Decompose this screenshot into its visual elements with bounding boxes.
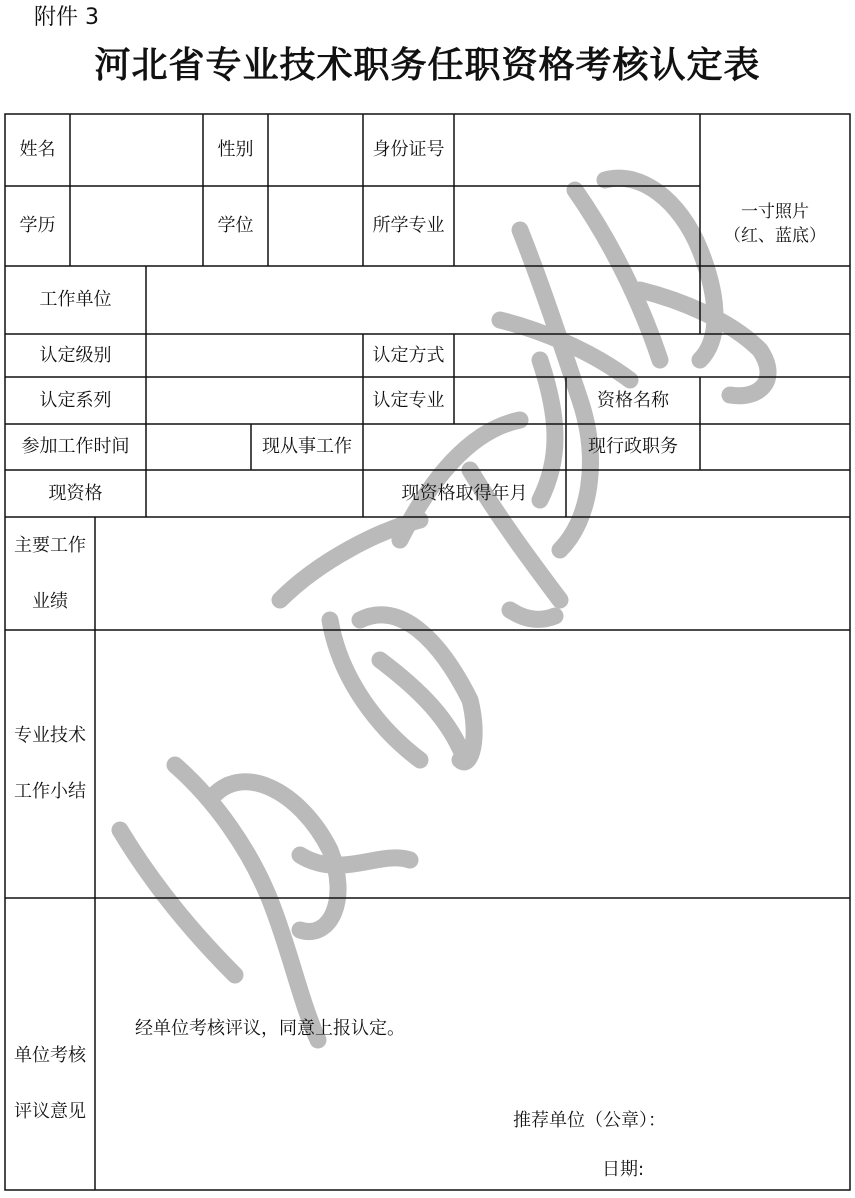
- recommending-unit-seal: 推荐单位（公章）：: [513, 1110, 666, 1131]
- current-qualification-field[interactable]: [146, 470, 363, 517]
- cert-series-field[interactable]: [146, 377, 363, 424]
- id-number-field[interactable]: [454, 114, 700, 186]
- summary-label-line2: 工作小结: [14, 781, 86, 802]
- education-field[interactable]: [70, 186, 203, 266]
- label-major-studied: 所学专业: [372, 215, 445, 236]
- cert-method-field[interactable]: [454, 334, 850, 377]
- label-achievements: [5, 517, 95, 630]
- current-work-field[interactable]: [363, 424, 566, 470]
- employer-field[interactable]: [146, 266, 700, 334]
- label-name: 姓名: [19, 139, 56, 160]
- current-admin-post-field[interactable]: [700, 424, 850, 470]
- attachment-label: 附件 3: [34, 5, 99, 30]
- evaluation-label-line1: 单位考核: [14, 1045, 86, 1066]
- label-education: 学历: [19, 215, 56, 236]
- label-evaluation: [5, 898, 95, 1190]
- current-qual-year-field[interactable]: [566, 470, 850, 517]
- name-field[interactable]: [70, 114, 203, 186]
- label-current-qualification: 现资格: [48, 482, 103, 504]
- label-cert-specialty: 认定专业: [372, 389, 445, 411]
- achievements-field[interactable]: [95, 517, 850, 630]
- photo-label-line2: （红、蓝底）: [724, 226, 826, 246]
- cert-specialty-field[interactable]: [454, 377, 566, 424]
- label-degree: 学位: [217, 215, 254, 236]
- photo-placeholder[interactable]: [700, 114, 850, 334]
- label-gender: 性别: [217, 139, 254, 160]
- summary-label-line1: 专业技术: [14, 725, 86, 746]
- label-current-work: 现从事工作: [262, 436, 352, 457]
- qualification-name-field[interactable]: [700, 377, 850, 424]
- label-cert-series: 认定系列: [39, 389, 112, 411]
- photo-label-line1: 一寸照片: [741, 202, 809, 222]
- degree-field[interactable]: [268, 186, 363, 266]
- label-work-start-time: 参加工作时间: [21, 436, 130, 457]
- label-current-qual-year: 现资格取得年月: [401, 482, 528, 504]
- achievements-label-line1: 主要工作: [14, 534, 86, 556]
- evaluation-statement: 经单位考核评议，同意上报认定。: [135, 1018, 405, 1039]
- achievements-label-line2: 业绩: [32, 590, 68, 612]
- form-title: 河北省专业技术职务任职资格考核认定表: [94, 44, 761, 86]
- label-employer: 工作单位: [39, 289, 112, 310]
- major-studied-field[interactable]: [454, 186, 700, 266]
- gender-field[interactable]: [268, 114, 363, 186]
- label-qualification-name: 资格名称: [597, 389, 669, 411]
- label-cert-level: 认定级别: [39, 344, 112, 366]
- evaluation-label-line2: 评议意见: [14, 1101, 86, 1122]
- label-cert-method: 认定方式: [372, 344, 445, 366]
- work-start-time-field[interactable]: [146, 424, 251, 470]
- label-id-number: 身份证号: [372, 139, 445, 160]
- label-summary: [5, 630, 95, 898]
- cert-level-field[interactable]: [146, 334, 363, 377]
- evaluation-field[interactable]: [95, 898, 850, 1190]
- summary-field[interactable]: [95, 630, 850, 898]
- label-current-admin-post: 现行政职务: [588, 436, 678, 457]
- evaluation-date: 日期:: [602, 1159, 645, 1180]
